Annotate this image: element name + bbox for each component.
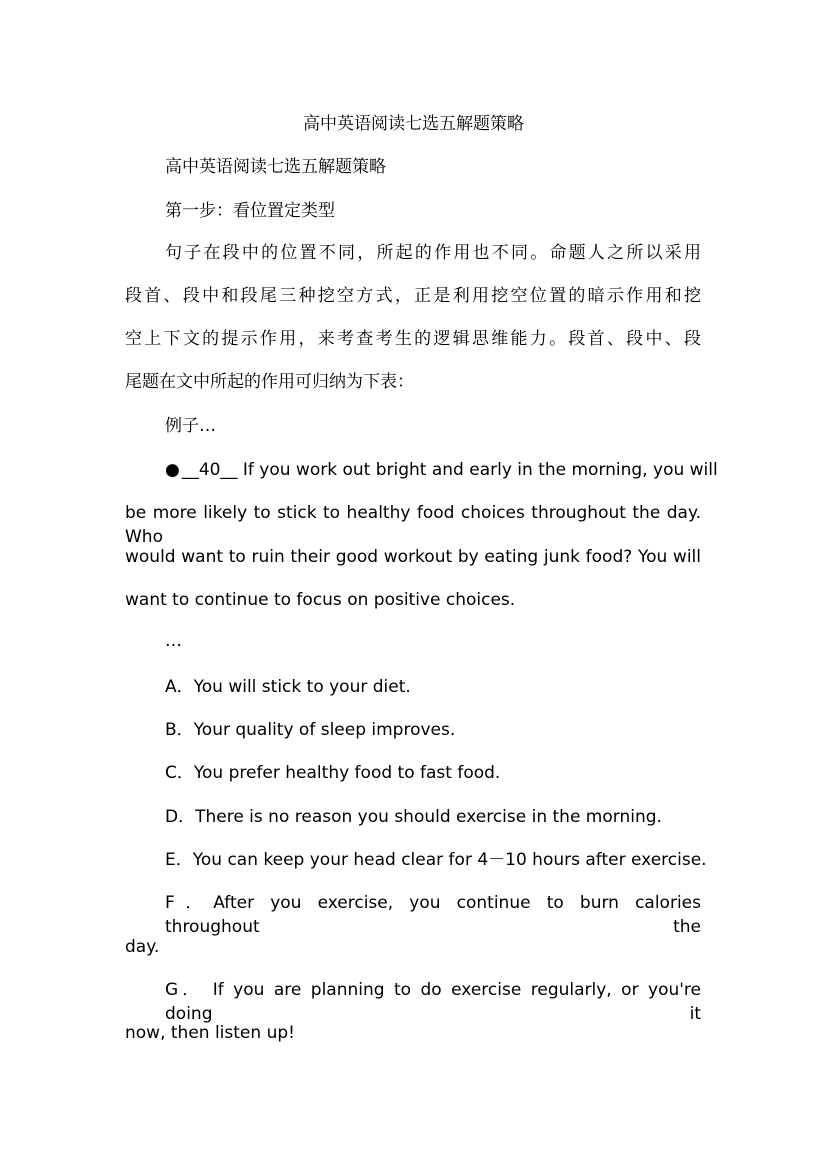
option-a: A．You will stick to your diet. xyxy=(165,677,411,697)
option-f-continued: day. xyxy=(125,937,160,957)
example-label: 例子… xyxy=(165,416,216,436)
example-text-line: want to continue to focus on positive choices. xyxy=(125,590,516,610)
option-b: B．Your quality of sleep improves. xyxy=(165,720,456,740)
intro-line: 空上下文的提示作用，来考查考生的逻辑思维能力。段首、段中、段 xyxy=(125,329,701,349)
document-title: 高中英语阅读七选五解题策略 xyxy=(303,114,524,134)
intro-line: 句子在段中的位置不同，所起的作用也不同。命题人之所以采用 xyxy=(165,243,701,263)
example-first-line xyxy=(165,458,718,482)
example-text-line: would want to ruin their good workout by eating junk food? You will xyxy=(125,547,701,567)
option-d: D．There is no reason you should exercise in the morning. xyxy=(165,807,662,827)
option-g: G． If you are planning to do exercise regularly, or you're doing it xyxy=(165,980,701,1024)
intro-line: 段首、段中和段尾三种挖空方式，正是利用挖空位置的暗示作用和挖 xyxy=(125,286,701,306)
example-text-line: __40__ If you work out bright and early in the morning, you will xyxy=(181,460,718,480)
bullet-icon: ● xyxy=(165,460,180,480)
option-f: F．After you exercise, you continue to burn calories throughout the xyxy=(165,893,701,937)
step-heading: 第一步：看位置定类型 xyxy=(165,201,335,221)
section-subtitle: 高中英语阅读七选五解题策略 xyxy=(165,157,386,177)
option-e: E．You can keep your head clear for 4－10 hours after exercise. xyxy=(165,850,707,870)
option-g-continued: now, then listen up! xyxy=(125,1023,295,1043)
option-c: C．You prefer healthy food to fast food. xyxy=(165,763,501,783)
example-text-line: be more likely to stick to healthy food choices throughout the day. Who xyxy=(125,503,701,547)
ellipsis: … xyxy=(165,631,182,651)
intro-line: 尾题在文中所起的作用可归纳为下表： xyxy=(125,372,414,392)
